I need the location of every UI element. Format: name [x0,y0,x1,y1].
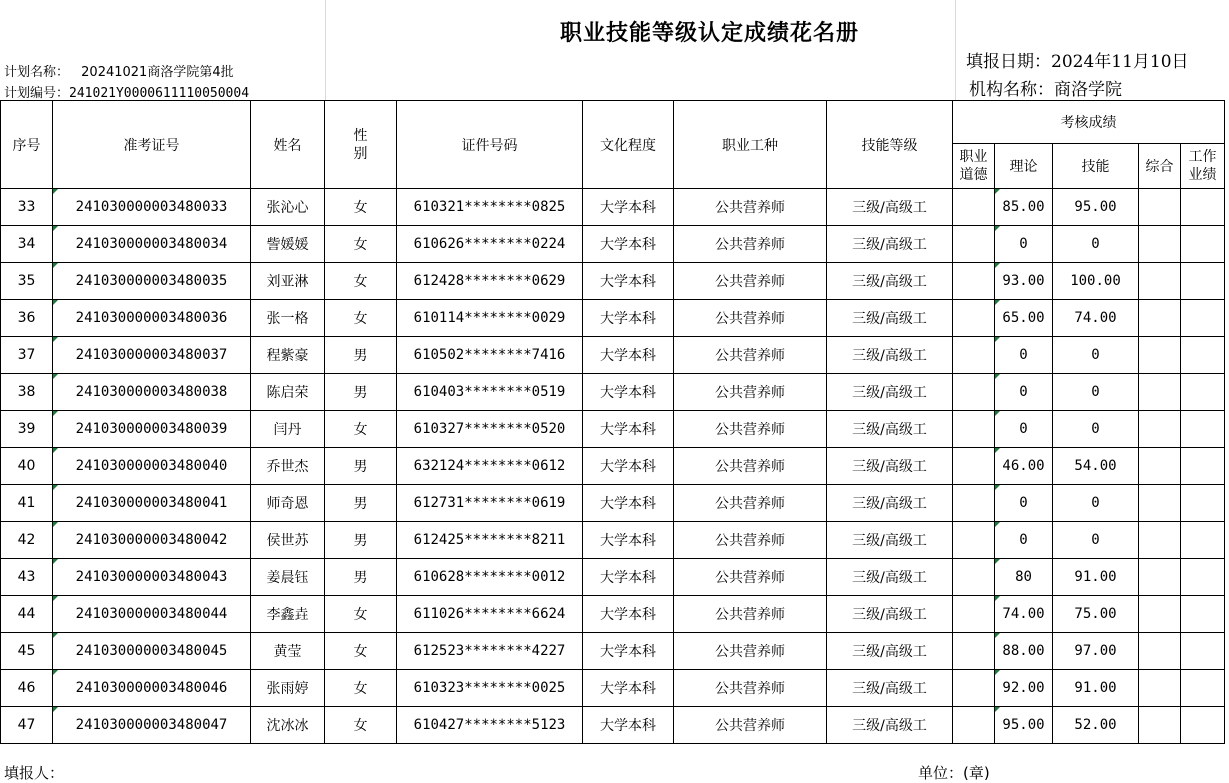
row-education[interactable]: 大学本科 [583,448,674,485]
row-work[interactable] [1181,337,1225,374]
row-exam-no[interactable]: 241030000003480037 [53,337,251,374]
row-skill[interactable]: 0 [1053,411,1139,448]
row-work[interactable] [1181,707,1225,744]
row-skill[interactable]: 100.00 [1053,263,1139,300]
page-title: 职业技能等级认定成绩花名册 [560,21,860,46]
row-ethics[interactable] [953,559,995,596]
table-row[interactable] [1,263,1225,300]
header-theory: 理论 [995,144,1053,189]
row-id-no[interactable]: 612731********0619 [397,485,583,522]
row-occupation[interactable]: 公共营养师 [674,226,827,263]
row-skill[interactable]: 74.00 [1053,300,1139,337]
plan-number-value: 241021Y0000611110050004 [69,86,250,101]
row-ethics[interactable] [953,226,995,263]
row-theory[interactable]: 0 [995,411,1053,448]
row-gender[interactable]: 女 [325,411,397,448]
row-overall[interactable] [1139,337,1181,374]
row-level[interactable]: 三级/高级工 [827,263,953,300]
row-theory[interactable]: 0 [995,485,1053,522]
header-occupation: 职业工种 [674,101,827,189]
row-seq[interactable]: 38 [1,374,53,411]
row-seq[interactable]: 40 [1,448,53,485]
row-level[interactable]: 三级/高级工 [827,300,953,337]
header-assessment: 考核成绩 [953,101,1225,144]
row-theory[interactable]: 0 [995,522,1053,559]
row-gender[interactable]: 女 [325,189,397,226]
row-gender[interactable]: 男 [325,522,397,559]
row-skill[interactable]: 75.00 [1053,596,1139,633]
row-skill[interactable]: 0 [1053,522,1139,559]
row-exam-no[interactable]: 241030000003480046 [53,670,251,707]
row-education[interactable]: 大学本科 [583,670,674,707]
row-seq[interactable]: 41 [1,485,53,522]
row-occupation[interactable]: 公共营养师 [674,522,827,559]
row-seq[interactable]: 43 [1,559,53,596]
report-date: 填报日期：2024年11月10日 [966,52,1189,72]
row-work[interactable] [1181,485,1225,522]
row-name[interactable]: 黄莹 [251,633,325,670]
row-gender[interactable]: 男 [325,485,397,522]
row-theory[interactable]: 80 [995,559,1053,596]
row-occupation[interactable]: 公共营养师 [674,374,827,411]
row-exam-no[interactable]: 241030000003480038 [53,374,251,411]
plan-name-value: 20241021商洛学院第4批 [81,65,234,80]
row-occupation[interactable]: 公共营养师 [674,337,827,374]
table-row[interactable] [1,633,1225,670]
row-occupation[interactable]: 公共营养师 [674,485,827,522]
table-body [1,189,1225,744]
header-exam-no: 准考证号 [53,101,251,189]
row-level[interactable]: 三级/高级工 [827,596,953,633]
row-name[interactable]: 程紫豪 [251,337,325,374]
row-overall[interactable] [1139,522,1181,559]
row-level[interactable]: 三级/高级工 [827,485,953,522]
row-education[interactable]: 大学本科 [583,337,674,374]
row-skill[interactable]: 0 [1053,374,1139,411]
row-occupation[interactable]: 公共营养师 [674,670,827,707]
table-row[interactable] [1,707,1225,744]
row-theory[interactable]: 88.00 [995,633,1053,670]
row-name[interactable]: 李鑫垚 [251,596,325,633]
header-skill: 技能 [1053,144,1139,189]
row-work[interactable] [1181,189,1225,226]
unit-seal-label: 单位：(章) [918,764,990,782]
row-level[interactable]: 三级/高级工 [827,374,953,411]
score-table [0,100,1225,744]
row-name[interactable]: 张雨婷 [251,670,325,707]
row-seq[interactable]: 39 [1,411,53,448]
row-level[interactable]: 三级/高级工 [827,559,953,596]
row-seq[interactable]: 47 [1,707,53,744]
row-skill[interactable]: 0 [1053,337,1139,374]
row-theory[interactable]: 65.00 [995,300,1053,337]
row-ethics[interactable] [953,448,995,485]
header-gender: 性别 [325,101,397,189]
row-id-no[interactable]: 612428********0629 [397,263,583,300]
row-overall[interactable] [1139,300,1181,337]
row-overall[interactable] [1139,485,1181,522]
org-name: 机构名称：商洛学院 [969,80,1122,100]
row-education[interactable]: 大学本科 [583,485,674,522]
row-ethics[interactable] [953,337,995,374]
row-gender[interactable]: 女 [325,707,397,744]
row-id-no[interactable]: 610323********0025 [397,670,583,707]
row-id-no[interactable]: 612425********8211 [397,522,583,559]
row-theory[interactable]: 93.00 [995,263,1053,300]
row-level[interactable]: 三级/高级工 [827,411,953,448]
row-occupation[interactable]: 公共营养师 [674,189,827,226]
row-seq[interactable]: 33 [1,189,53,226]
header-name: 姓名 [251,101,325,189]
row-theory[interactable]: 74.00 [995,596,1053,633]
table-row[interactable] [1,374,1225,411]
row-level[interactable]: 三级/高级工 [827,189,953,226]
row-id-no[interactable]: 610628********0012 [397,559,583,596]
row-name[interactable]: 姜晨钰 [251,559,325,596]
row-work[interactable] [1181,263,1225,300]
row-theory[interactable]: 92.00 [995,670,1053,707]
header-education: 文化程度 [583,101,674,189]
row-occupation[interactable]: 公共营养师 [674,448,827,485]
header-id-no: 证件号码 [397,101,583,189]
row-exam-no[interactable]: 241030000003480034 [53,226,251,263]
row-seq[interactable]: 44 [1,596,53,633]
row-name[interactable]: 闫丹 [251,411,325,448]
table-row[interactable] [1,448,1225,485]
row-exam-no[interactable]: 241030000003480044 [53,596,251,633]
plan-name [4,61,234,80]
row-ethics[interactable] [953,300,995,337]
row-name[interactable]: 陈启荣 [251,374,325,411]
row-skill[interactable]: 0 [1053,485,1139,522]
row-seq[interactable]: 36 [1,300,53,337]
row-work[interactable] [1181,226,1225,263]
row-name[interactable]: 张一格 [251,300,325,337]
row-work[interactable] [1181,522,1225,559]
row-work[interactable] [1181,559,1225,596]
row-exam-no[interactable]: 241030000003480042 [53,522,251,559]
table-row[interactable] [1,670,1225,707]
row-work[interactable] [1181,670,1225,707]
table-row[interactable] [1,596,1225,633]
row-occupation[interactable]: 公共营养师 [674,633,827,670]
row-work[interactable] [1181,300,1225,337]
grid-line [325,0,326,100]
row-seq[interactable]: 46 [1,670,53,707]
row-ethics[interactable] [953,633,995,670]
row-id-no[interactable]: 610114********0029 [397,300,583,337]
row-name[interactable]: 张沁心 [251,189,325,226]
row-gender[interactable]: 女 [325,300,397,337]
row-theory[interactable]: 95.00 [995,707,1053,744]
row-theory[interactable]: 0 [995,226,1053,263]
row-occupation[interactable]: 公共营养师 [674,707,827,744]
row-level[interactable]: 三级/高级工 [827,522,953,559]
row-ethics[interactable] [953,374,995,411]
row-name[interactable]: 师奇恩 [251,485,325,522]
row-education[interactable]: 大学本科 [583,559,674,596]
row-education[interactable]: 大学本科 [583,707,674,744]
row-seq[interactable]: 45 [1,633,53,670]
row-gender[interactable]: 女 [325,596,397,633]
row-overall[interactable] [1139,448,1181,485]
row-skill[interactable]: 54.00 [1053,448,1139,485]
row-work[interactable] [1181,374,1225,411]
header-level: 技能等级 [827,101,953,189]
row-exam-no[interactable]: 241030000003480036 [53,300,251,337]
row-education[interactable]: 大学本科 [583,522,674,559]
row-theory[interactable]: 85.00 [995,189,1053,226]
table-row[interactable] [1,559,1225,596]
row-overall[interactable] [1139,263,1181,300]
table-row[interactable] [1,522,1225,559]
row-level[interactable]: 三级/高级工 [827,707,953,744]
row-theory[interactable]: 0 [995,374,1053,411]
table-row[interactable] [1,300,1225,337]
row-id-no[interactable]: 632124********0612 [397,448,583,485]
row-work[interactable] [1181,633,1225,670]
row-overall[interactable] [1139,411,1181,448]
row-overall[interactable] [1139,707,1181,744]
row-skill[interactable]: 52.00 [1053,707,1139,744]
row-exam-no[interactable]: 241030000003480039 [53,411,251,448]
row-overall[interactable] [1139,189,1181,226]
row-exam-no[interactable]: 241030000003480035 [53,263,251,300]
row-theory[interactable]: 0 [995,337,1053,374]
table-row[interactable] [1,337,1225,374]
table-row[interactable] [1,411,1225,448]
row-overall[interactable] [1139,633,1181,670]
row-exam-no[interactable]: 241030000003480047 [53,707,251,744]
row-gender[interactable]: 女 [325,670,397,707]
row-gender[interactable]: 女 [325,263,397,300]
row-id-no[interactable]: 610327********0520 [397,411,583,448]
row-name[interactable]: 刘亚淋 [251,263,325,300]
row-id-no[interactable]: 610321********0825 [397,189,583,226]
header-ethics: 职业道德 [953,144,995,189]
plan-name-label: 计划名称： [4,65,70,80]
row-education[interactable]: 大学本科 [583,633,674,670]
row-id-no[interactable]: 610427********5123 [397,707,583,744]
row-education[interactable]: 大学本科 [583,300,674,337]
row-work[interactable] [1181,411,1225,448]
row-education[interactable]: 大学本科 [583,596,674,633]
row-exam-no[interactable]: 241030000003480040 [53,448,251,485]
row-ethics[interactable] [953,485,995,522]
row-id-no[interactable]: 610626********0224 [397,226,583,263]
header-seq: 序号 [1,101,53,189]
row-gender[interactable]: 男 [325,448,397,485]
row-skill[interactable]: 91.00 [1053,670,1139,707]
grid-line [955,0,956,100]
row-skill[interactable]: 95.00 [1053,189,1139,226]
row-work[interactable] [1181,448,1225,485]
row-level[interactable]: 三级/高级工 [827,337,953,374]
row-overall[interactable] [1139,670,1181,707]
plan-number [4,82,249,101]
row-occupation[interactable]: 公共营养师 [674,596,827,633]
row-id-no[interactable]: 610403********0519 [397,374,583,411]
row-skill[interactable]: 97.00 [1053,633,1139,670]
row-overall[interactable] [1139,559,1181,596]
row-skill[interactable]: 91.00 [1053,559,1139,596]
row-ethics[interactable] [953,596,995,633]
row-ethics[interactable] [953,411,995,448]
row-ethics[interactable] [953,707,995,744]
row-id-no[interactable]: 612523********4227 [397,633,583,670]
row-seq[interactable]: 37 [1,337,53,374]
plan-number-label: 计划编号： [4,86,70,101]
row-overall[interactable] [1139,596,1181,633]
row-exam-no[interactable]: 241030000003480041 [53,485,251,522]
row-education[interactable]: 大学本科 [583,189,674,226]
row-theory[interactable]: 46.00 [995,448,1053,485]
row-ethics[interactable] [953,189,995,226]
row-occupation[interactable]: 公共营养师 [674,411,827,448]
row-name[interactable]: 訾媛媛 [251,226,325,263]
row-seq[interactable]: 34 [1,226,53,263]
row-level[interactable]: 三级/高级工 [827,448,953,485]
header-work: 工作业绩 [1181,144,1225,189]
row-gender[interactable]: 男 [325,559,397,596]
row-occupation[interactable]: 公共营养师 [674,263,827,300]
row-level[interactable]: 三级/高级工 [827,670,953,707]
row-level[interactable]: 三级/高级工 [827,633,953,670]
row-skill[interactable]: 0 [1053,226,1139,263]
row-ethics[interactable] [953,263,995,300]
row-education[interactable]: 大学本科 [583,374,674,411]
row-exam-no[interactable]: 241030000003480043 [53,559,251,596]
row-ethics[interactable] [953,522,995,559]
row-education[interactable]: 大学本科 [583,263,674,300]
row-id-no[interactable]: 610502********7416 [397,337,583,374]
row-exam-no[interactable]: 241030000003480045 [53,633,251,670]
header-overall: 综合 [1139,144,1181,189]
row-overall[interactable] [1139,226,1181,263]
table-row[interactable] [1,485,1225,522]
row-ethics[interactable] [953,670,995,707]
row-education[interactable]: 大学本科 [583,411,674,448]
row-name[interactable]: 乔世杰 [251,448,325,485]
row-occupation[interactable]: 公共营养师 [674,559,827,596]
row-occupation[interactable]: 公共营养师 [674,300,827,337]
row-gender[interactable]: 女 [325,633,397,670]
row-level[interactable]: 三级/高级工 [827,226,953,263]
table-row[interactable] [1,189,1225,226]
row-name[interactable]: 沈冰冰 [251,707,325,744]
row-gender[interactable]: 男 [325,337,397,374]
row-seq[interactable]: 42 [1,522,53,559]
row-seq[interactable]: 35 [1,263,53,300]
row-work[interactable] [1181,596,1225,633]
row-education[interactable]: 大学本科 [583,226,674,263]
filler-label: 填报人： [4,764,65,782]
row-exam-no[interactable]: 241030000003480033 [53,189,251,226]
table-row[interactable] [1,226,1225,263]
row-overall[interactable] [1139,374,1181,411]
row-gender[interactable]: 女 [325,226,397,263]
row-name[interactable]: 侯世苏 [251,522,325,559]
row-id-no[interactable]: 611026********6624 [397,596,583,633]
row-gender[interactable]: 男 [325,374,397,411]
